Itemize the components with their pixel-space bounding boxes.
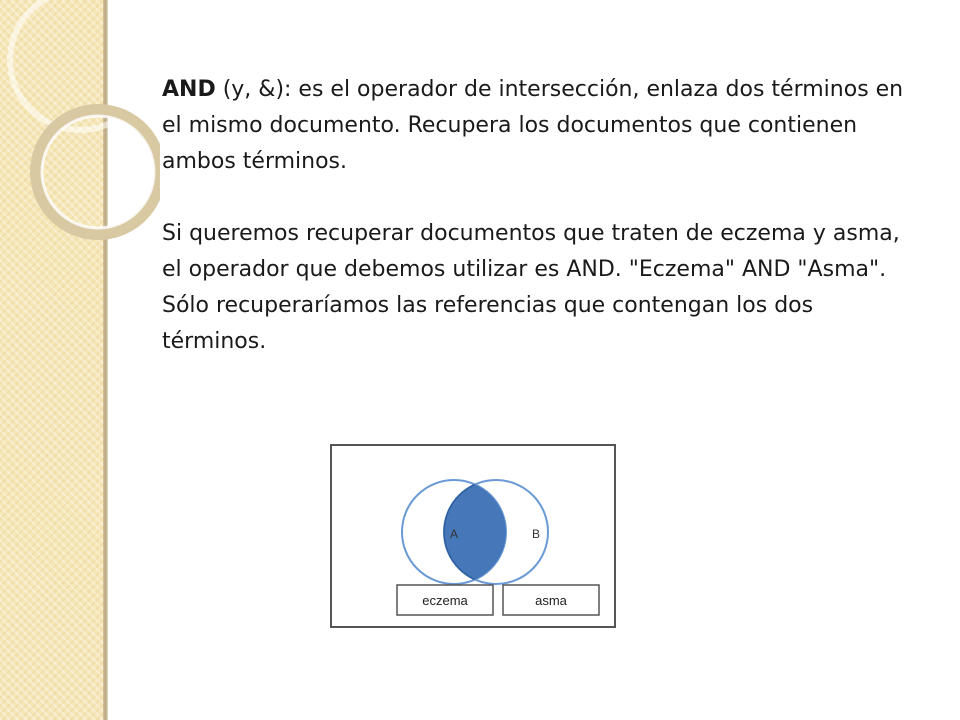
decorative-rings bbox=[0, 0, 160, 260]
definition-paragraph bbox=[162, 72, 922, 180]
eczema-label: eczema bbox=[422, 593, 468, 608]
example-paragraph: Si queremos recuperar documentos que traten de eczema y asma, el operador que debemos utilizar es AND. "Eczema" AND "Asma". Sólo recuperaríamos las referencias que contengan los dos términos. bbox=[162, 221, 900, 354]
venn-diagram bbox=[330, 444, 616, 628]
asma-label: asma bbox=[535, 593, 567, 608]
set-a-label: A bbox=[449, 527, 459, 541]
operator-keyword: AND bbox=[162, 77, 216, 102]
definition-text: (y, &): es el operador de intersección, enlaza dos términos en el mismo documento. Recupera los documentos que contienen ambos términos. bbox=[162, 77, 904, 174]
set-b-label: B bbox=[531, 527, 541, 541]
